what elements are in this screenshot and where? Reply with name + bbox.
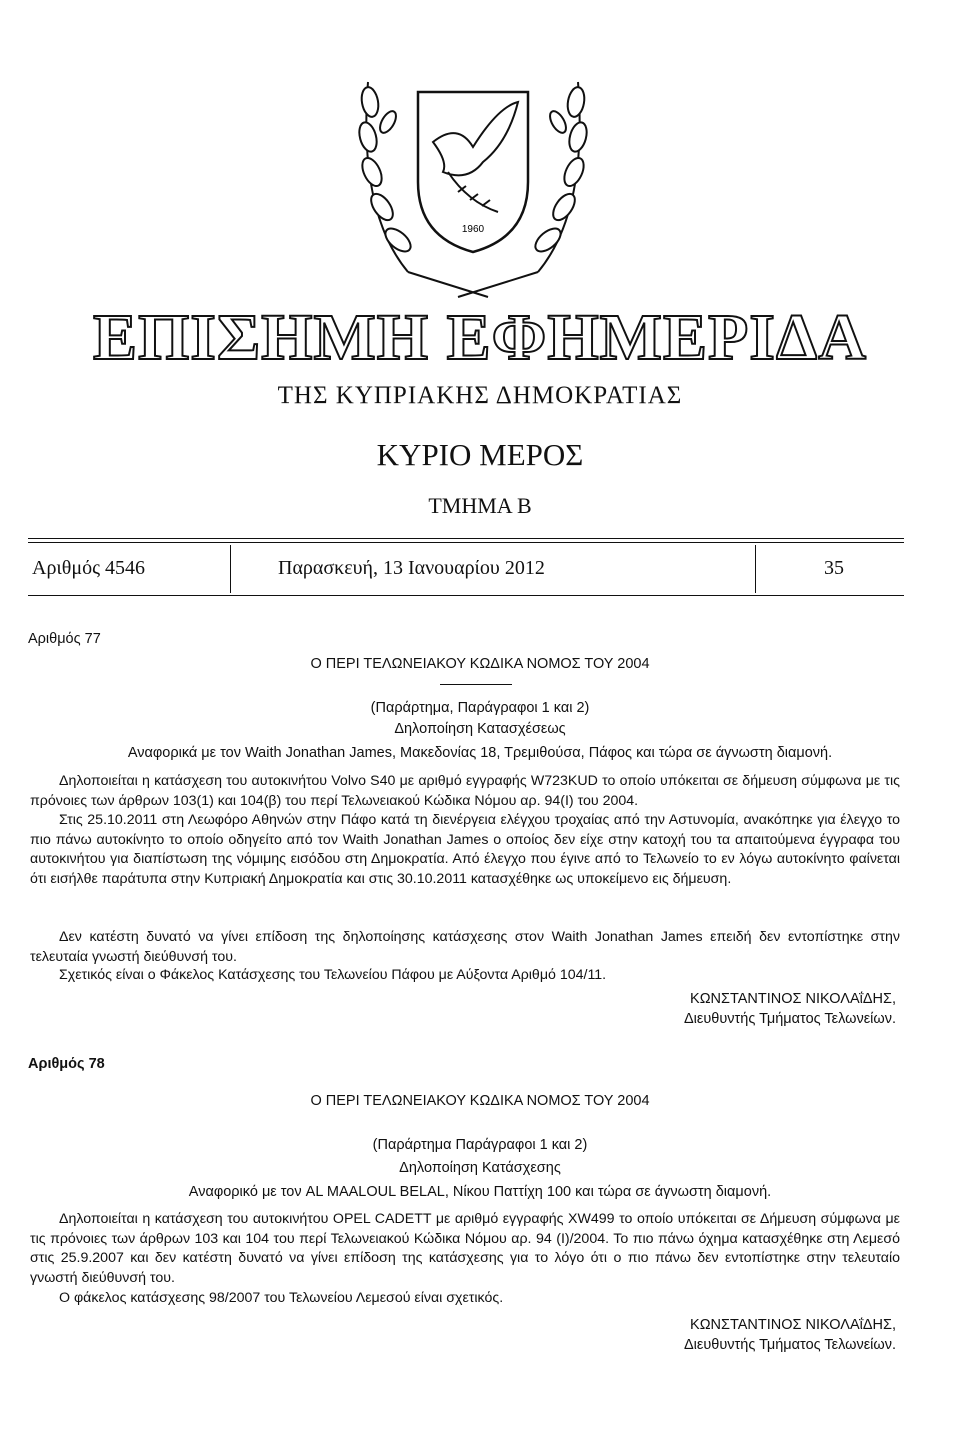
notice-law-title: Ο ΠΕΡΙ ΤΕΛΩΝΕΙΑΚΟΥ ΚΩΔΙΚΑ ΝΟΜΟΣ ΤΟΥ 2004	[310, 656, 650, 672]
emblem-year: 1960	[461, 224, 485, 235]
gazette-section: ΤΜΗΜΑ Β	[428, 493, 532, 518]
notice-heading: Δηλοποίηση Κατασχέσεως	[394, 721, 566, 737]
signatory-title: Διευθυντής Τμήματος Τελωνείων.	[684, 1337, 896, 1353]
issue-info-row	[28, 545, 904, 593]
notice-law-title: Ο ΠΕΡΙ ΤΕΛΩΝΕΙΑΚΟΥ ΚΩΔΙΚΑ ΝΟΜΟΣ ΤΟΥ 2004	[310, 1093, 650, 1109]
notice-reference: Αναφορικό με τον AL MAALOUL BELAL, Νίκου Παττίχη 100 και τώρα σε άγνωστη διαμονή.	[188, 1184, 772, 1200]
title-underline	[440, 684, 512, 685]
notice-paragraph: Δηλοποιείται η κατάσχεση του αυτοκινήτου Volvo S40 με αριθμό εγγραφής W723KUD το οποίο υπόκειται σε δήμευση σύμφωνα με τις πρόνοιες των άρθρων 103(1) και 104(β) του περί Τελωνειακού Κώδικα Νόμου αρ. 94(Ι) του 2004.	[30, 773, 900, 809]
notice-paragraph: Δηλοποιείται η κατάσχεση του αυτοκινήτου OPEL CADETT με αριθμό εγγραφής XW499 το οποίο υπόκειται σε Δήμευση σύμφωνα με τις πρόνοιες των άρθρων 103 και 104 του περί Τελωνειακού Κώδικα Νόμου αρ. 94 (Ι)/2004. Το πιο πάνω όχημα κατασχέθηκε στη Λεμεσό στις 25.9.2007 και δεν κατέστη δυνατό να γίνει επίδοση της κατάσχεσης για το λόγο ότι ο πιο πάνω δεν εντοπίστηκε στην τελευταίο γνωστή διεύθυνσή του.	[30, 1211, 900, 1286]
masthead-rule-bottom	[28, 595, 904, 596]
divider	[755, 545, 756, 593]
notice-number: Αριθμός 78	[28, 1056, 105, 1072]
masthead-rule-top	[28, 538, 904, 539]
signatory-name: ΚΩΝΣΤΑΝΤΙΝΟΣ ΝΙΚΟΛΑΐΔΗΣ,	[690, 1317, 896, 1333]
coat-of-arms-emblem	[348, 62, 598, 302]
signatory-name: ΚΩΝΣΤΑΝΤΙΝΟΣ ΝΙΚΟΛΑΐΔΗΣ,	[690, 991, 896, 1007]
signature-block	[684, 1315, 896, 1355]
gazette-part: ΚΥΡΙΟ ΜΕΡΟΣ	[376, 437, 584, 472]
signature-block	[684, 989, 896, 1029]
notice-paragraph: Ο φάκελος κατάσχεσης 98/2007 του Τελωνείου Λεμεσού είναι σχετικός.	[59, 1290, 504, 1306]
masthead-rule-top-double	[28, 542, 904, 543]
page-number: 35	[824, 557, 844, 579]
notice-paragraph: Δεν κατέστη δυνατό να γίνει επίδοση της δηλοποίησης κατάσχεσης στον Waith Jonathan James επειδή δεν εντοπίστηκε στην τελευταία γνωστή διεύθυνσή του.	[30, 929, 900, 965]
notice-number: Αριθμός 77	[28, 631, 101, 647]
issue-date: Παρασκευή, 13 Ιανουαρίου 2012	[278, 557, 545, 579]
issue-number: Αριθμός 4546	[32, 557, 146, 579]
gazette-title: ΕΠΙΣΗΜΗ ΕΦΗΜΕΡΙΔΑ	[92, 301, 868, 374]
notice-heading: Δηλοποίηση Κατάσχεσης	[399, 1160, 561, 1176]
gazette-subtitle: ΤΗΣ ΚΥΠΡΙΑΚΗΣ ΔΗΜΟΚΡΑΤΙΑΣ	[277, 382, 683, 409]
signatory-title: Διευθυντής Τμήματος Τελωνείων.	[684, 1011, 896, 1027]
notice-annex: (Παράρτημα Παράγραφοι 1 και 2)	[372, 1137, 588, 1153]
notice-paragraph: Στις 25.10.2011 στη Λεωφόρο Αθηνών στην Πάφο κατά τη διενέργεια ελέγχου τροχαίας από την Αστυνομία, ανακόπηκε για έλεγχο το πιο πάνω αυτοκίνητο το οποίο οδηγείτο από τον Waith Jonathan James ο οποίος δεν είχε στην κατοχή του τα απαιτούμενα έγγραφα του αυτοκινήτου για διαπίστωση της νόμιμης εισόδου στη Δημοκρατία. Από έλεγχο που έγινε από το Τελωνείο το εν λόγω αυτοκίνητο φαίνεται ότι εισήλθε παράτυπα στην Κυπριακή Δημοκρατία και στις 30.10.2011 κατασχέθηκε ως υποκείμενο εις δήμευση.	[30, 812, 900, 887]
notice-reference: Αναφορικά με τον Waith Jonathan James, Μακεδονίας 18, Τρεμιθούσα, Πάφος και τώρα σε άγνωστη διαμονή.	[127, 745, 833, 761]
notice-annex: (Παράρτημα, Παράγραφοι 1 και 2)	[370, 700, 590, 716]
divider	[230, 545, 231, 593]
notice-paragraph: Σχετικός είναι ο Φάκελος Κατάσχεσης του Τελωνείου Πάφου με Αύξοντα Αριθμό 104/11.	[59, 967, 607, 983]
